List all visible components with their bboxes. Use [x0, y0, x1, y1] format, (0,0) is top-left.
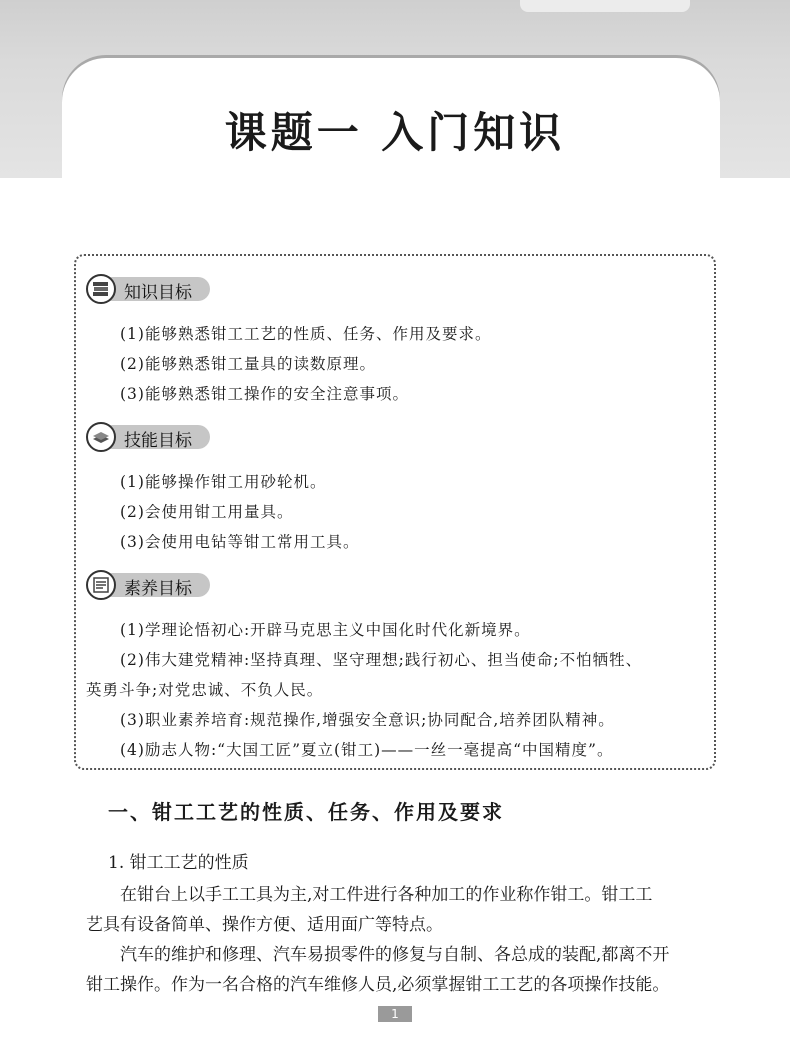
knowledge-objectives-header — [86, 274, 214, 302]
chapter-title: 课题一 入门知识 — [224, 108, 566, 157]
banner-highlight — [520, 0, 690, 12]
quality-item-continued: 英勇斗争;对党忠诚、不负人民。 — [86, 681, 324, 699]
paragraph-line: 钳工操作。作为一名合格的汽车维修人员,必须掌握钳工工艺的各项操作技能。 — [86, 975, 670, 995]
quality-item: (2)伟大建党精神:坚持真理、坚守理想;践行初心、担当使命;不怕牺牲、 — [120, 651, 643, 669]
skill-objectives-header — [86, 422, 214, 450]
quality-item: (1)学理论悟初心:开辟马克思主义中国化时代化新境界。 — [120, 621, 531, 639]
skill-objectives-label: 技能目标 — [124, 431, 192, 451]
knowledge-item: (3)能够熟悉钳工操作的安全注意事项。 — [120, 385, 409, 403]
paragraph-line: 艺具有设备简单、操作方便、适用面广等特点。 — [86, 915, 443, 935]
books-icon — [86, 274, 116, 304]
knowledge-objectives-label: 知识目标 — [124, 283, 192, 303]
section-heading: 一、钳工工艺的性质、任务、作用及要求 — [108, 800, 504, 824]
document-icon — [86, 570, 116, 600]
subsection-heading: 1. 钳工工艺的性质 — [108, 853, 249, 873]
quality-item: (4)励志人物:“大国工匠”夏立(钳工)——一丝一毫提高“中国精度”。 — [120, 741, 614, 759]
page-number: 1 — [378, 1006, 412, 1022]
paragraph-line: 汽车的维护和修理、汽车易损零件的修复与自制、各总成的装配,都离不开 — [86, 945, 670, 965]
knowledge-item: (1)能够熟悉钳工工艺的性质、任务、作用及要求。 — [120, 325, 492, 343]
paragraph-line: 在钳台上以手工工具为主,对工件进行各种加工的作业称作钳工。钳工工 — [86, 885, 653, 905]
quality-item: (3)职业素养培育:规范操作,增强安全意识;协同配合,培养团队精神。 — [120, 711, 615, 729]
knowledge-item: (2)能够熟悉钳工量具的读数原理。 — [120, 355, 376, 373]
book-icon — [86, 422, 116, 452]
quality-objectives-label: 素养目标 — [124, 579, 192, 599]
quality-objectives-header — [86, 570, 214, 598]
skill-item: (1)能够操作钳工用砂轮机。 — [120, 473, 327, 491]
skill-item: (3)会使用电钻等钳工常用工具。 — [120, 533, 360, 551]
skill-item: (2)会使用钳工用量具。 — [120, 503, 294, 521]
